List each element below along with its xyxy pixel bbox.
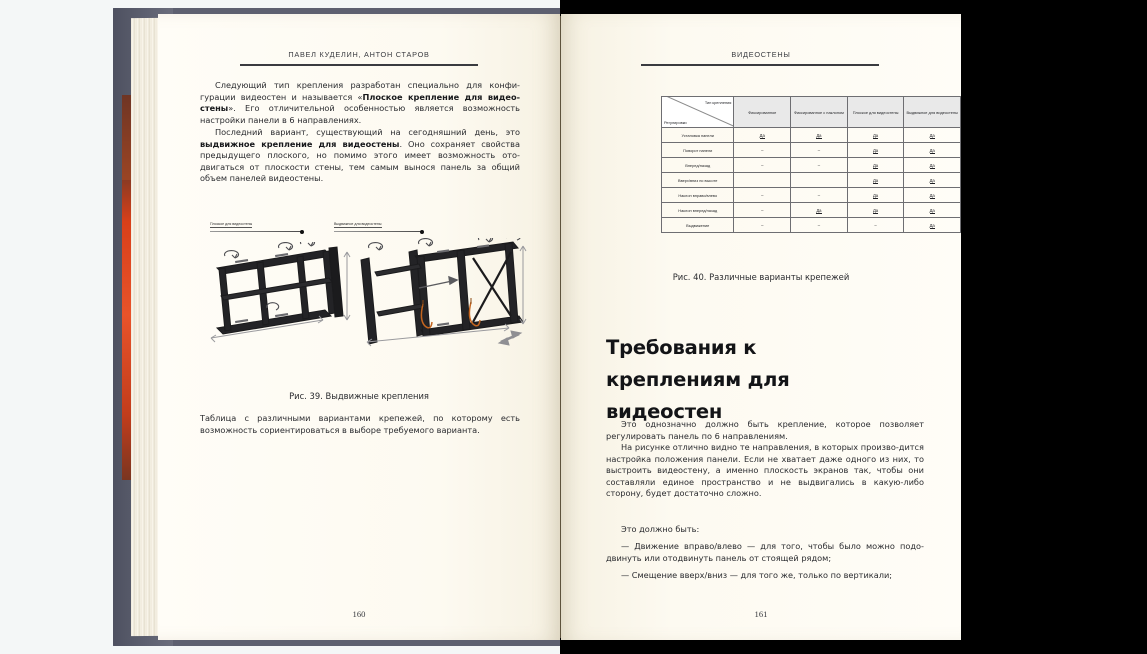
right-paragraph-3-text: Это должно быть: [621, 524, 700, 534]
figure-leader-line-left [210, 231, 302, 232]
flat-mount-bracket-drawing [205, 242, 365, 372]
cell: Да [847, 173, 904, 188]
cell: Да [904, 173, 961, 188]
cell: – [734, 143, 791, 158]
row-label: Вверх/вниз по высоте [662, 173, 734, 188]
paragraph-1: Следующий тип крепления разработан специально для конфи-гурации видеостен и называется «Плоское крепление для видео-стены». Его отличительной особенностью является возможность настройки панели в 6 направлениях. [200, 80, 520, 125]
row-label: Выдвижение [662, 218, 734, 233]
cell: – [734, 188, 791, 203]
figure-label-slide-mount: Выдвижное для видеостены [334, 222, 382, 226]
mount-comparison-table [661, 96, 961, 233]
pullout-mount-bracket-drawing [353, 238, 528, 374]
table-header-row [662, 97, 961, 128]
spine-accent-upper [122, 95, 131, 183]
table-corner-cell [662, 97, 734, 128]
corner-label-adjust: Регулировки [664, 119, 687, 125]
section-heading: Требования к креплениям для видеостен [606, 336, 790, 423]
paragraph-closing: Таблица с различными вариантами крепежей, по которому есть возможность сориентироваться в выборе требуемого варианта. [200, 413, 520, 435]
cell: – [847, 218, 904, 233]
table-row [662, 188, 961, 203]
right-paragraph-3 [606, 524, 924, 536]
running-head-rule-left [240, 64, 478, 66]
page-right [561, 14, 961, 640]
cell: Да [847, 203, 904, 218]
folio-right: 161 [754, 609, 768, 619]
spine-accent-stripe [122, 180, 131, 480]
row-label: Наклон вправо/влево [662, 188, 734, 203]
cell: – [791, 188, 848, 203]
cell: Да [847, 143, 904, 158]
figure-label-flat-mount: Плоское для видеостены [210, 222, 253, 226]
cell: Да [847, 188, 904, 203]
table-col-header-0: Фиксированное [734, 97, 791, 128]
figure-39-caption: Рис. 39. Выдвижные крепления [289, 391, 429, 401]
table-row [662, 128, 961, 143]
cell: Да [904, 203, 961, 218]
row-label: Наклон вперед/назад [662, 203, 734, 218]
corner-label-type: Тип крепления [704, 99, 732, 105]
table-row [662, 143, 961, 158]
cell: – [734, 158, 791, 173]
right-list-item-1 [606, 541, 924, 564]
figure-leader-line-right [334, 231, 422, 232]
table-row [662, 218, 961, 233]
cell: Да [904, 128, 961, 143]
cell [734, 173, 791, 188]
cell: – [791, 218, 848, 233]
cell: Да [904, 158, 961, 173]
row-label: Вперед/назад [662, 158, 734, 173]
row-label: Поворот панели [662, 143, 734, 158]
figure-40-caption: Рис. 40. Различные варианты крепежей [672, 272, 850, 282]
right-paragraph-1 [606, 419, 924, 442]
running-head-rule-right [641, 64, 879, 66]
table-col-header-3: Выдвижное для видеостены [904, 97, 961, 128]
running-head-right: ВИДЕОСТЕНЫ [731, 50, 791, 59]
row-label: Установка панели [662, 128, 734, 143]
cell: Да [847, 158, 904, 173]
running-head-left: ПАВЕЛ КУДЕЛИН, АНТОН СТАРОВ [288, 50, 430, 59]
page-left [158, 14, 560, 640]
cell: Да [847, 128, 904, 143]
page-edges-stack [131, 18, 161, 636]
right-paragraph-1-text: Это однозначно должно быть крепление, которое позволяет регулировать панель по 6 направлениям. [606, 419, 924, 441]
paragraph-2: Последний вариант, существующий на сегодняшний день, это выдвижное крепление для видеостены. Оно сохраняет свойства предыдущего плоского, но помимо этого имеет возможность ото-двигаться от плоскости стены, тем самым вынося панель за общий объем панелей видеостены. [200, 127, 520, 184]
table-row [662, 158, 961, 173]
right-paragraph-2 [606, 442, 924, 500]
cell: – [734, 218, 791, 233]
book-gutter-fold [560, 16, 561, 638]
table-body [662, 128, 961, 233]
table-col-header-2: Плоское для видеостены [847, 97, 904, 128]
cell: Да [734, 128, 791, 143]
cell: – [791, 143, 848, 158]
cell: – [734, 203, 791, 218]
cell: Да [791, 128, 848, 143]
cell: Да [904, 143, 961, 158]
table-head [662, 97, 961, 128]
folio-left: 160 [352, 609, 366, 619]
right-list-item-2 [606, 570, 924, 582]
cell: – [791, 158, 848, 173]
figure-39-illustration [205, 238, 550, 388]
table-col-header-1: Фиксированное с наклоном [791, 97, 848, 128]
table-row [662, 203, 961, 218]
cell: Да [904, 218, 961, 233]
right-list-item-1-text: — Движение вправо/влево — для того, чтобы было можно подо-двинуть или отодвинуть панель от стоящей рядом; [606, 541, 924, 563]
right-paragraph-2-text: На рисунке отлично видно те направления, в которых произво-дится настройка положения панели. Если не хватает даже одного из них, то выстроить видеостену, а именно плоскость экранов так, чтобы они составляли единое пространство и не выдвигались в какую-либо сторону, будет достаточно сложно. [606, 442, 924, 499]
comparison-table-wrapper [661, 96, 961, 233]
cell: Да [791, 203, 848, 218]
right-list-item-2-text: — Смещение вверх/вниз — для того же, только по вертикали; [621, 570, 893, 580]
cell [791, 173, 848, 188]
table-row [662, 173, 961, 188]
cell: Да [904, 188, 961, 203]
